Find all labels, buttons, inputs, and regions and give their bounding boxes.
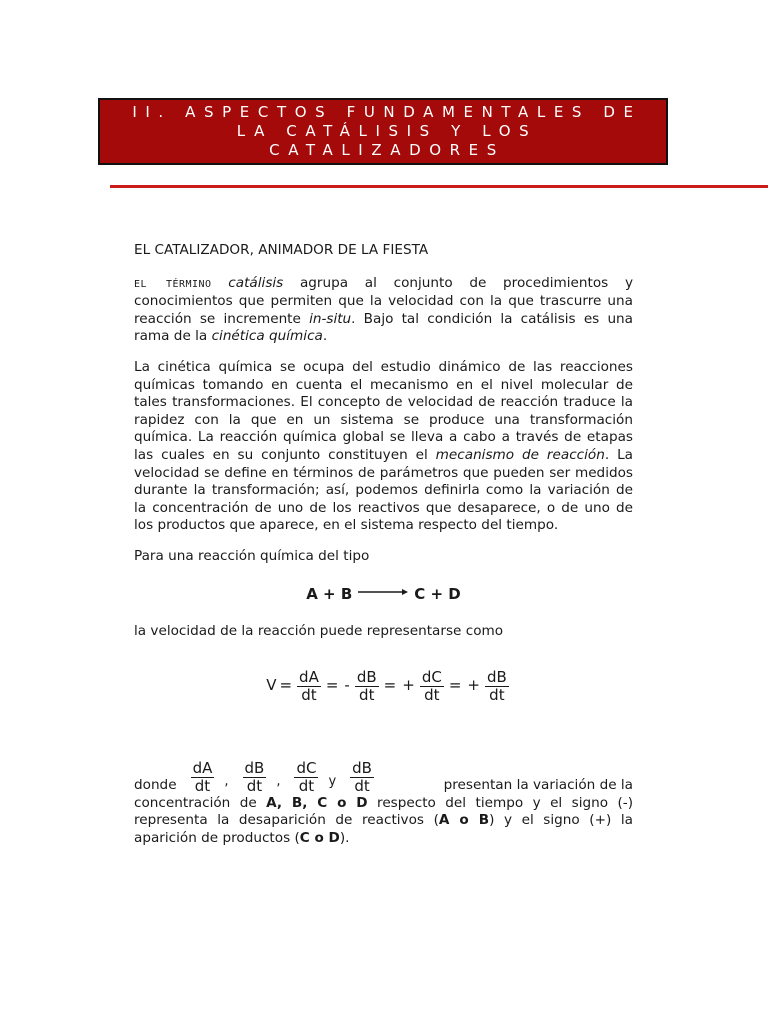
rate-equation [134, 669, 633, 704]
paragraph-donde [134, 760, 633, 848]
donde-frac-db: $\frac{dB}{dt}$ [244, 758, 265, 795]
term-catalisis: catálisis [228, 274, 284, 291]
eq-equals-1: = [279, 676, 293, 695]
term-mecanismo: mecanismo de reacción [435, 446, 605, 463]
eq-v: V [266, 676, 277, 695]
p2-text-1: La cinética química se ocupa del estudio dinámico de las reacciones químicas tomando en cuenta el mecanismo en el nivel molecular de tales transformaciones. El concepto de velocidad de reacción traduce la rapidez con la que en un sistema se produce una transformación química. La reacción química global se lleva a cabo a través de etapas las cuales en su conjunto constituyen el [134, 358, 633, 463]
conj-y: y [328, 774, 337, 790]
reactants-bold: A o B [438, 812, 490, 829]
section-heading: EL CATALIZADOR, ANIMADOR DE LA FIESTA [134, 242, 429, 258]
term-cinetica-quimica: cinética química [211, 328, 323, 345]
p2-text-2: . La velocidad se define en términos de parámetros que pueden ser medidos durante la transformación; así, podemos definirla como la variación de la concentración de uno de los reactivos que desaparece, o de uno de los productos que aparece, en el sistema respecto del tiempo. [134, 446, 633, 534]
paragraph-catalisis [134, 275, 633, 346]
frac-dc-dt: $\frac{dC}{dt}$ [421, 667, 442, 704]
comma-1: , [224, 774, 229, 790]
donde-frac-da: $\frac{dA}{dt}$ [192, 758, 213, 795]
species-list: A, B, C o D [266, 794, 368, 811]
donde-frac-dc: $\frac{dC}{dt}$ [296, 758, 317, 795]
comma-2: , [276, 774, 281, 790]
donde-frac-db-2: $\frac{dB}{dt}$ [352, 758, 372, 795]
chapter-title-line-1: II. ASPECTOS FUNDAMENTALES DE [132, 103, 642, 121]
donde-line [134, 760, 633, 795]
eq-equals-3: = [383, 676, 397, 695]
p1-text-1: agrupa al conjunto de procedimientos y conocimientos que permiten que la velocidad con la que trascurre una reacción se incremente [134, 274, 633, 327]
lead-in: EL TÉRMINO [134, 278, 212, 290]
frac-da-dt: $\frac{dA}{dt}$ [299, 667, 319, 704]
products-bold: C o D [299, 829, 340, 846]
eq-plus-2: + [467, 676, 480, 695]
donde-word: donde [134, 777, 177, 794]
donde-rest: concentración de A, B, C o D respecto del tiempo y el signo (-) representa la desaparición de reactivos (A o B) y el signo (+) la aparición de productos (C o D). [134, 794, 633, 846]
frac-db-dt-2: $\frac{dB}{dt}$ [486, 667, 507, 704]
eq-equals-4: = [448, 676, 462, 695]
paragraph-cinetica [134, 359, 633, 535]
red-divider [110, 185, 768, 188]
eq-plus-1: + [402, 676, 415, 695]
products: C + D [414, 584, 461, 603]
p1-end: . [322, 328, 328, 345]
frac-db-dt: $\frac{dB}{dt}$ [356, 667, 377, 704]
eq-equals-2: = [325, 676, 339, 695]
term-in-situ: in-situ [309, 310, 352, 327]
eq-minus: - [344, 676, 350, 695]
paragraph-reaction-intro: Para una reacción química del tipo [134, 547, 370, 564]
chapter-title-line-3: CATALIZADORES [269, 141, 505, 159]
chapter-title [124, 103, 641, 160]
reaction-equation [134, 586, 633, 604]
paragraph-rate-intro: la velocidad de la reacción puede representarse como [134, 623, 504, 640]
p1-text-2: . Bajo tal condición la catálisis es una rama de la [134, 310, 633, 345]
reaction-arrow-icon [358, 589, 408, 599]
reactants: A + B [306, 584, 353, 603]
chapter-banner [98, 98, 668, 165]
chapter-title-line-2: LA CATÁLISIS Y LOS [236, 122, 538, 140]
document-body [134, 242, 633, 847]
donde-tail: presentan la variación de la [443, 777, 633, 794]
